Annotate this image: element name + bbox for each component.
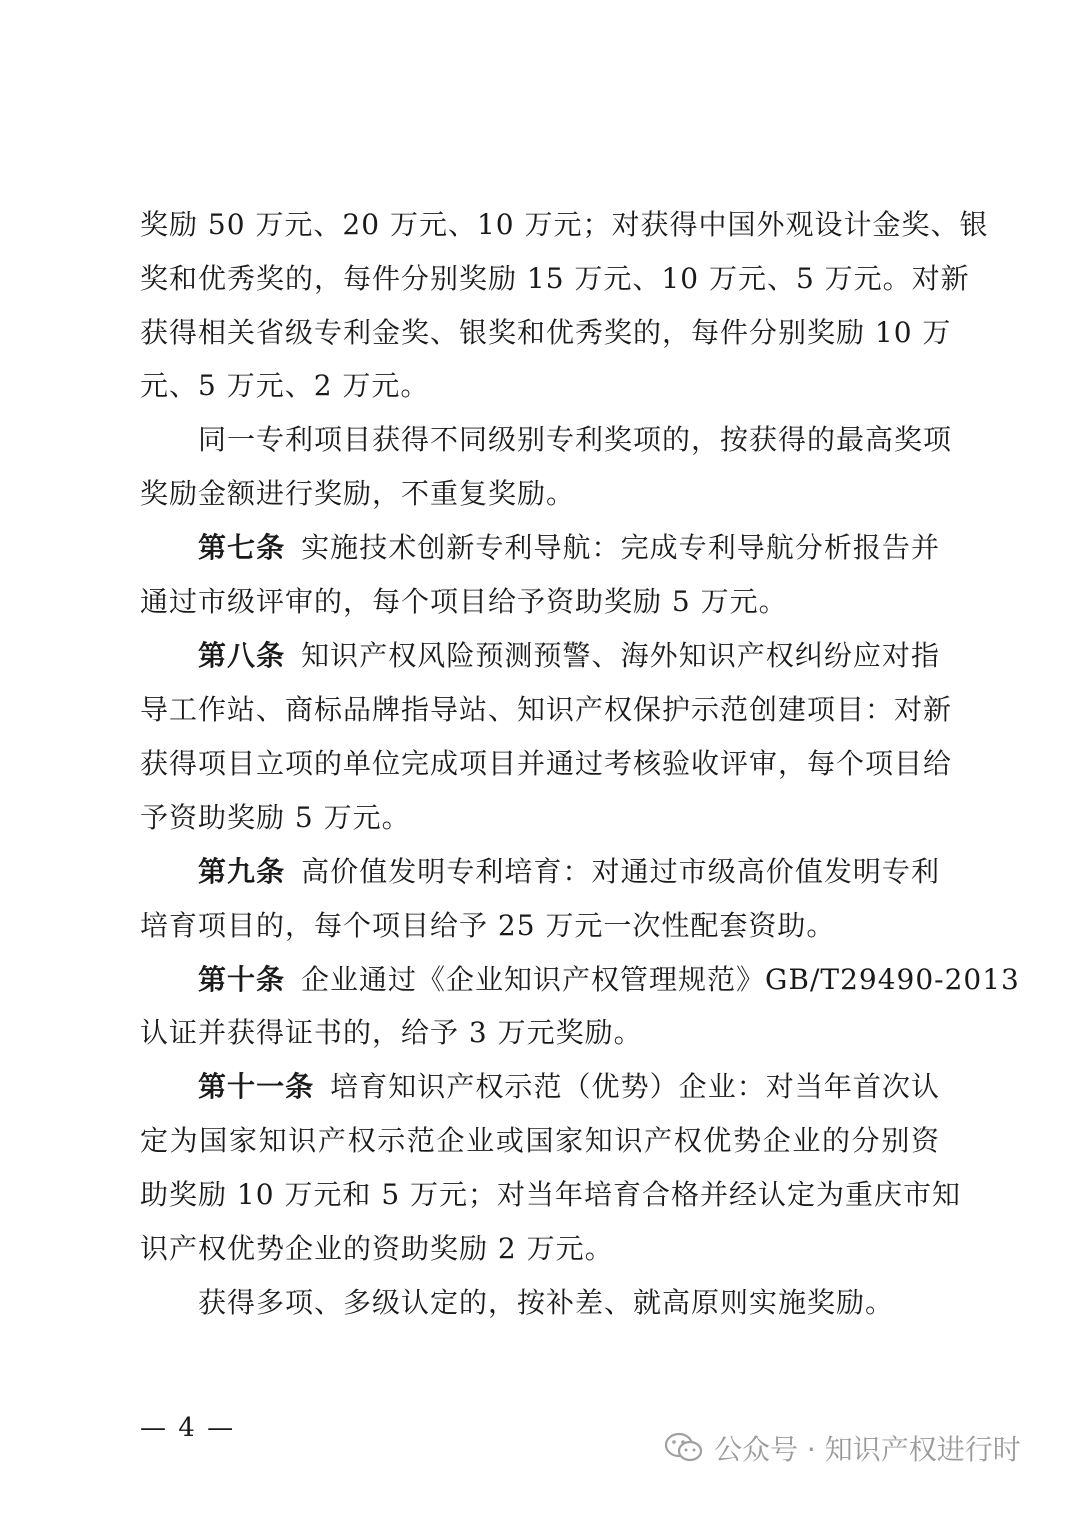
article-heading: 第十条: [198, 963, 286, 996]
article-text: 企业通过《企业知识产权管理规范》GB/T29490-2013: [301, 963, 1020, 996]
text-line: 奖励金额进行奖励，不重复奖励。: [140, 477, 576, 510]
text-line: 通过市级评审的，每个项目给予资助奖励 5 万元。: [140, 585, 788, 618]
text-line: 培育项目的，每个项目给予 25 万元一次性配套资助。: [140, 909, 836, 942]
text-line: 认证并获得证书的，给予 3 万元奖励。: [140, 1016, 643, 1049]
text-line: 元、5 万元、2 万元。: [140, 369, 430, 402]
wechat-icon: [664, 1431, 704, 1465]
article-heading: 第九条: [198, 855, 286, 888]
watermark: [664, 1428, 1021, 1468]
article-text: 培育知识产权示范（优势）企业：对当年首次认: [330, 1070, 940, 1103]
text-line: 奖和优秀奖的，每件分别奖励 15 万元、10 万元、5 万元。对新: [140, 262, 970, 295]
text-line: 奖励 50 万元、20 万元、10 万元；对获得中国外观设计金奖、银: [140, 208, 989, 241]
article-heading: 第八条: [198, 639, 286, 672]
page-number: — 4 —: [140, 1413, 236, 1443]
article-7-line: [198, 521, 940, 575]
article-9-line: [198, 845, 940, 899]
text-line: 予资助奖励 5 万元。: [140, 801, 411, 834]
article-heading: 第七条: [198, 531, 286, 564]
text-line: 同一专利项目获得不同级别专利奖项的，按获得的最高奖项: [198, 423, 953, 456]
text-line: 定为国家知识产权示范企业或国家知识产权优势企业的分别资: [140, 1124, 940, 1157]
text-line: 助奖励 10 万元和 5 万元；对当年培育合格并经认定为重庆市知: [140, 1178, 962, 1211]
watermark-text: 公众号 · 知识产权进行时: [714, 1433, 1021, 1466]
article-10-line: [198, 953, 1020, 1007]
article-heading: 第十一条: [198, 1070, 315, 1103]
article-8-line: [198, 629, 940, 683]
article-text: 实施技术创新专利导航：完成专利导航分析报告并: [301, 531, 940, 564]
article-text: 高价值发明专利培育：对通过市级高价值发明专利: [301, 855, 940, 888]
text-line: 识产权优势企业的资助奖励 2 万元。: [140, 1232, 614, 1265]
text-line: 获得相关省级专利金奖、银奖和优秀奖的，每件分别奖励 10 万: [140, 316, 952, 349]
article-11-line: [198, 1060, 940, 1114]
text-line: 获得多项、多级认定的，按补差、就高原则实施奖励。: [198, 1286, 895, 1319]
text-line: 获得项目立项的单位完成项目并通过考核验收评审，每个项目给: [140, 747, 953, 780]
article-text: 知识产权风险预测预警、海外知识产权纠纷应对指: [301, 639, 940, 672]
text-line: 导工作站、商标品牌指导站、知识产权保护示范创建项目：对新: [140, 693, 953, 726]
